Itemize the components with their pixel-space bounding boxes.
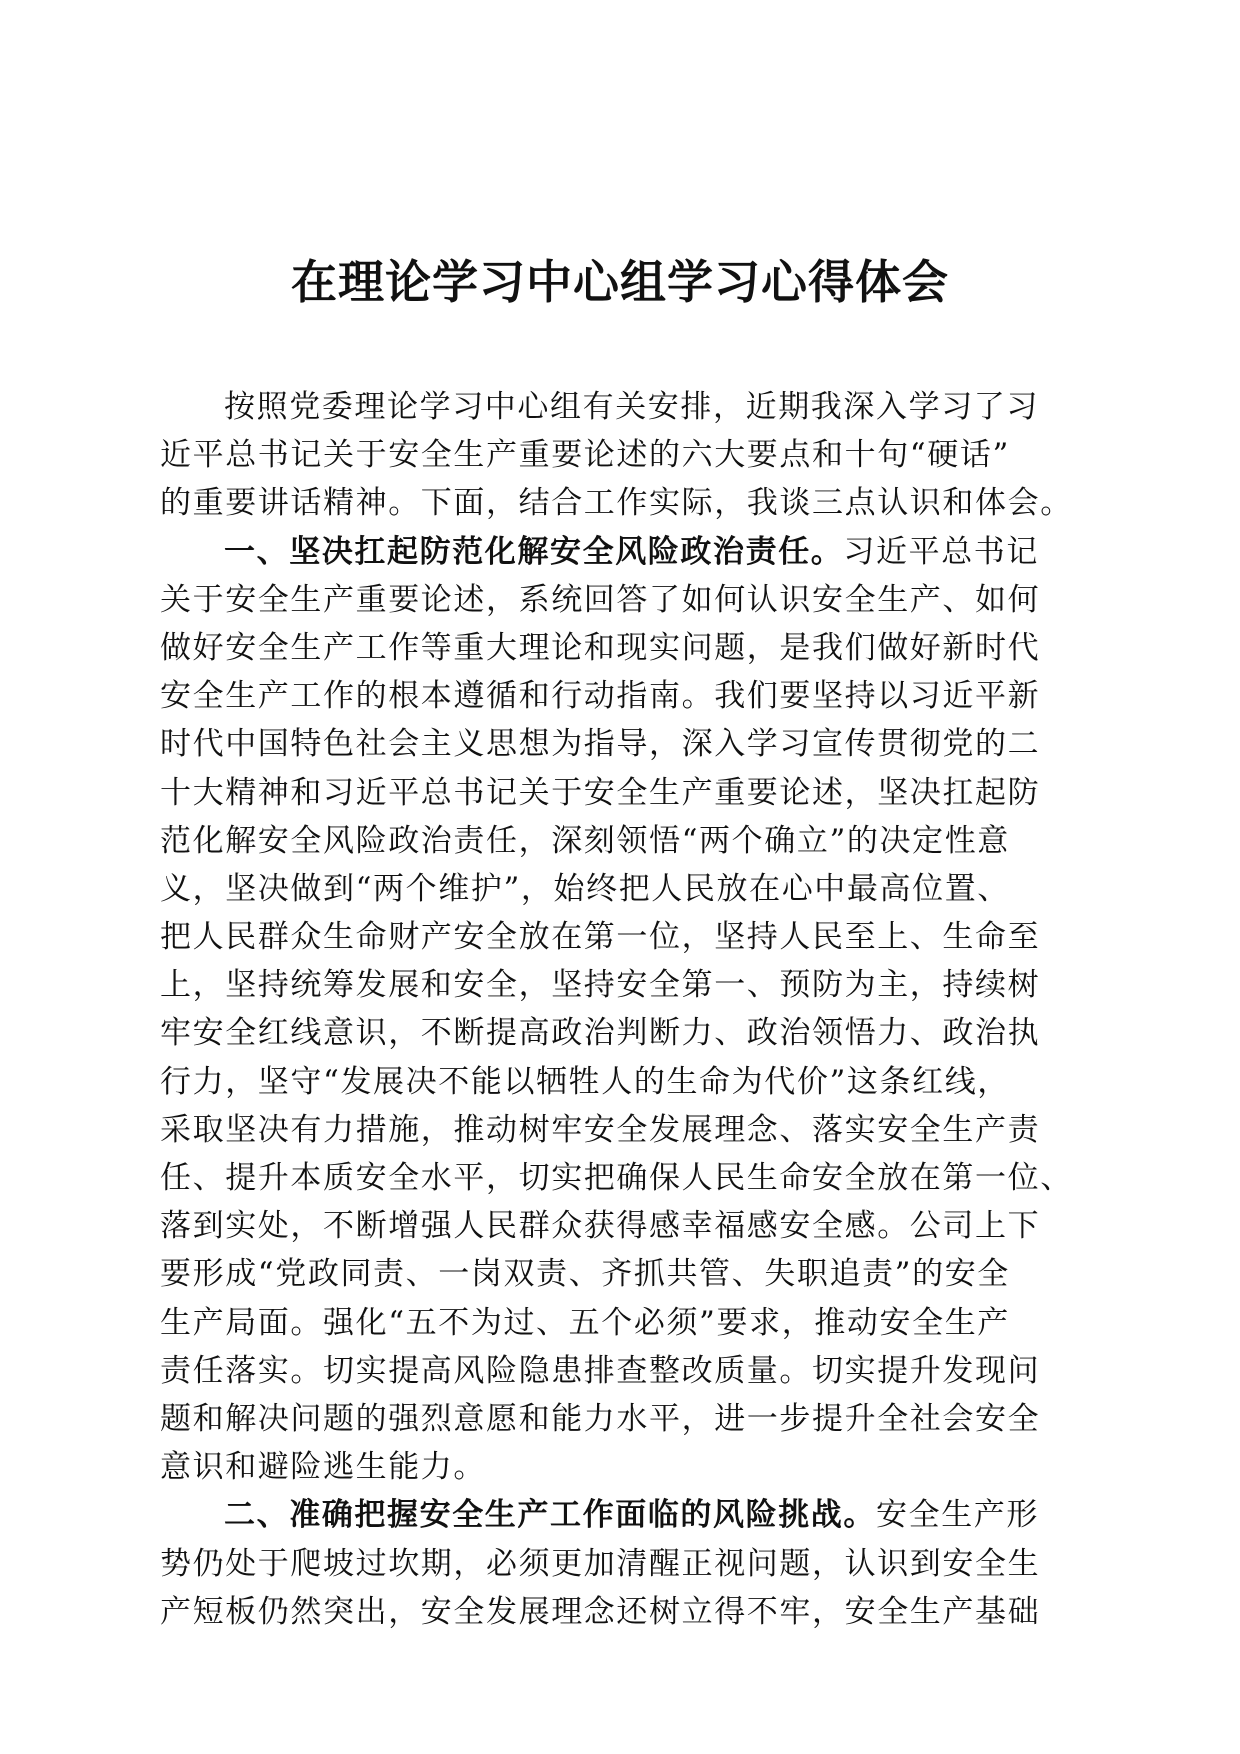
paragraph-line: 时代中国特色社会主义思想为指导，深入学习宣传贯彻党的二 (160, 726, 1041, 763)
document-title: 在理论学习中心组学习心得体会 (291, 255, 949, 309)
paragraph-line: 上，坚持统筹发展和安全，坚持安全第一、预防为主，持续树 (160, 967, 1041, 1004)
paragraph-line: 要形成“党政同责、一岗双责、齐抓共管、失职追责”的安全 (160, 1256, 1010, 1293)
paragraph-line: 安全生产工作的根本遵循和行动指南。我们要坚持以习近平新 (160, 678, 1041, 715)
paragraph-line: 行力，坚守“发展决不能以牺牲人的生命为代价”这条红线， (160, 1063, 1010, 1100)
paragraph-line: 做好安全生产工作等重大理论和现实问题，是我们做好新时代 (160, 629, 1041, 666)
paragraph-line: 责任落实。切实提高风险隐患排查整改质量。切实提升发现问 (160, 1352, 1041, 1389)
paragraph-line: 牢安全红线意识，不断提高政治判断力、政治领悟力、政治执 (160, 1015, 1041, 1052)
section-heading-2-text: 安全生产形 (876, 1497, 1039, 1534)
paragraph-line: 落到实处，不断增强人民群众获得感幸福感安全感。公司上下 (160, 1208, 1041, 1245)
paragraph-line: 产短板仍然突出，安全发展理念还树立得不牢，安全生产基础 (160, 1593, 1041, 1630)
paragraph-line: 意识和避险逃生能力。 (160, 1449, 486, 1486)
paragraph-line: 采取坚决有力措施，推动树牢安全发展理念、落实安全生产责 (160, 1111, 1041, 1148)
paragraph-line: 题和解决问题的强烈意愿和能力水平，进一步提升全社会安全 (160, 1400, 1041, 1437)
paragraph-line: 义，坚决做到“两个维护”，始终把人民放在心中最高位置、 (160, 870, 1010, 907)
paragraph-line: 任、提升本质安全水平，切实把确保人民生命安全放在第一位、 (160, 1160, 1073, 1196)
section-heading-1-text: 习近平总书记 (843, 533, 1040, 570)
paragraph-line: 范化解安全风险政治责任，深刻领悟“两个确立”的决定性意 (160, 822, 1010, 859)
paragraph-line: 把人民群众生命财产安全放在第一位，坚持人民至上、生命至 (160, 919, 1041, 956)
paragraph-line: 十大精神和习近平总书记关于安全生产重要论述，坚决扛起防 (160, 774, 1041, 811)
section-heading-2: 二、准确把握安全生产工作面临的风险挑战。 (224, 1497, 876, 1534)
section-heading-1: 一、坚决扛起防范化解安全风险政治责任。 (224, 533, 844, 570)
document-body (160, 383, 1080, 1636)
paragraph-line: 关于安全生产重要论述，系统回答了如何认识安全生产、如何 (160, 581, 1041, 618)
paragraph-line: 势仍处于爬坡过坎期，必须更加清醒正视问题，认识到安全生 (160, 1545, 1041, 1582)
paragraph-line: 按照党委理论学习中心组有关安排，近期我深入学习了习 (224, 389, 1039, 425)
paragraph-line: 近平总书记关于安全生产重要论述的六大要点和十句“硬话” (160, 437, 1010, 474)
section-heading-line (160, 1491, 1080, 1539)
paragraph-line: 的重要讲话精神。下面，结合工作实际，我谈三点认识和体会。 (160, 485, 1073, 522)
paragraph-line: 生产局面。强化“五不为过、五个必须”要求，推动安全生产 (160, 1304, 1010, 1341)
section-heading-line (160, 528, 1080, 576)
